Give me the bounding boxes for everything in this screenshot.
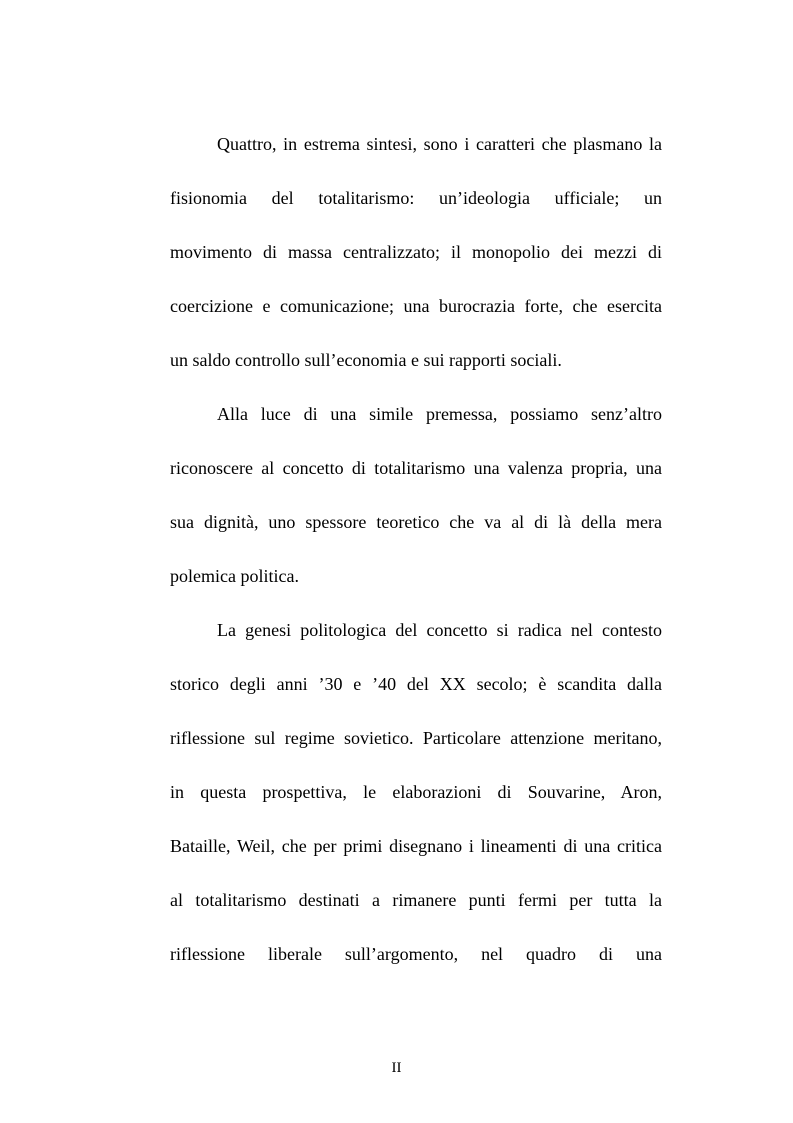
paragraph-3-line-1: La genesi politologica del concetto si radica nel contesto: [217, 620, 662, 640]
paragraph-1-line-2: fisionomia del totalitarismo: un’ideologia ufficiale; un: [170, 188, 662, 208]
page-number: II: [391, 1060, 402, 1076]
paragraph-1-line-5: un saldo controllo sull’economia e sui rapporti sociali.: [170, 350, 562, 370]
paragraph-3-line-2: storico degli anni ’30 e ’40 del XX secolo; è scandita dalla: [170, 674, 662, 694]
paragraph-1-line-1: Quattro, in estrema sintesi, sono i caratteri che plasmano la: [217, 134, 662, 154]
paragraph-1-line-4: coercizione e comunicazione; una burocrazia forte, che esercita: [170, 296, 662, 316]
paragraph-2-line-1: Alla luce di una simile premessa, possiamo senz’altro: [217, 404, 662, 424]
paragraph-2-line-2: riconoscere al concetto di totalitarismo una valenza propria, una: [170, 458, 662, 478]
paragraph-3-line-4: in questa prospettiva, le elaborazioni di Souvarine, Aron,: [170, 782, 662, 802]
paragraph-3-line-6: al totalitarismo destinati a rimanere punti fermi per tutta la: [170, 890, 662, 910]
paragraph-2-line-4: polemica politica.: [170, 566, 299, 586]
paragraph-3-line-5: Bataille, Weil, che per primi disegnano i lineamenti di una critica: [170, 836, 662, 856]
paragraph-3-line-7: riflessione liberale sull’argomento, nel quadro di una: [170, 944, 662, 964]
paragraph-3-line-3: riflessione sul regime sovietico. Particolare attenzione meritano,: [170, 728, 662, 748]
paragraph-2-line-3: sua dignità, uno spessore teoretico che va al di là della mera: [170, 512, 662, 532]
paragraph-1-line-3: movimento di massa centralizzato; il monopolio dei mezzi di: [170, 242, 662, 262]
